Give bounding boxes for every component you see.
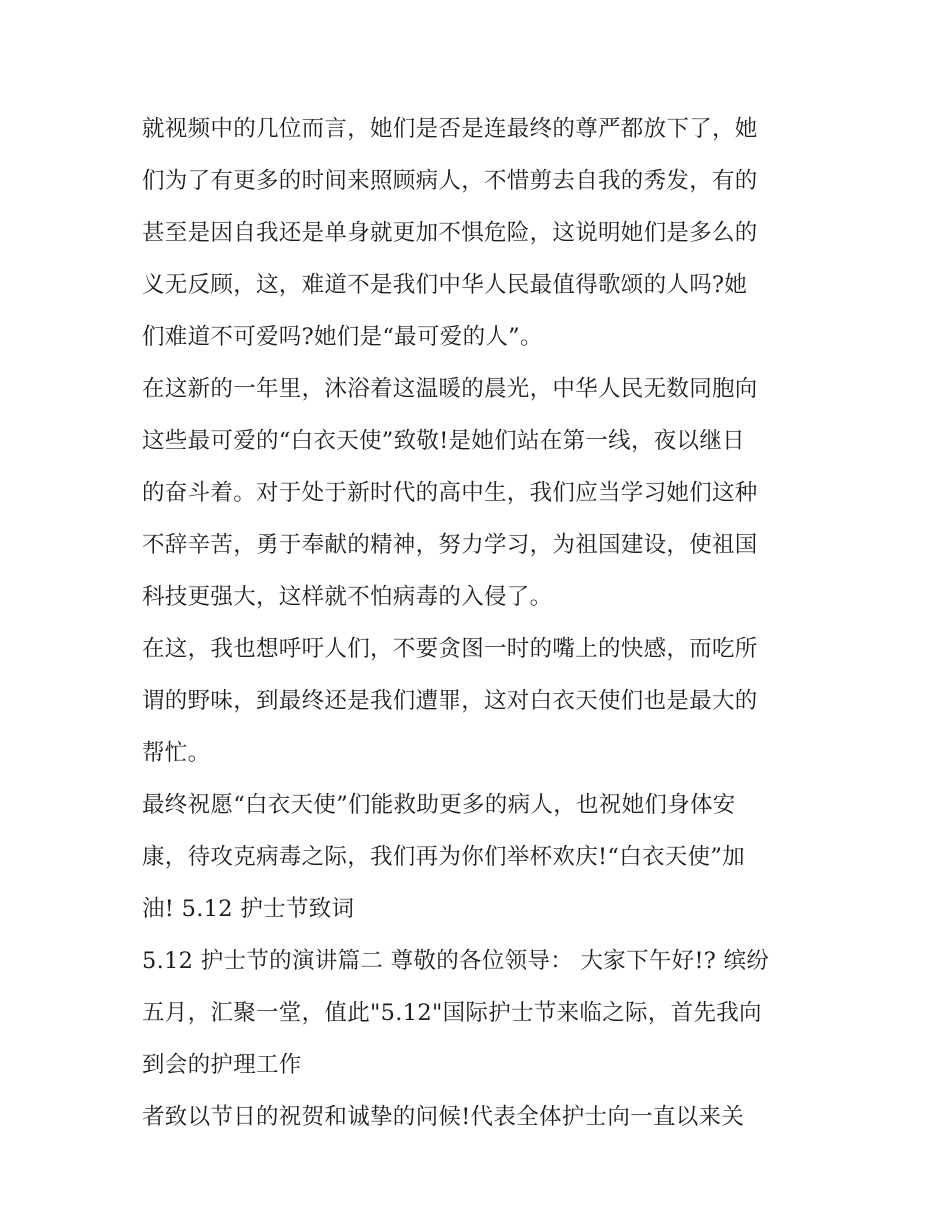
text-line: 不辞辛苦，勇于奉献的精神，努力学习，为祖国建设，使祖国 <box>142 532 758 558</box>
text-line: 在这新的一年里，沐浴着这温暖的晨光，中华人民无数同胞向 <box>142 376 758 402</box>
text-line: 油! 5.12 护士节致词 <box>142 896 355 922</box>
text-line: 康，待攻克病毒之际，我们再为你们举杯欢庆!“白衣天使”加 <box>142 844 745 870</box>
text-line: 五月，汇聚一堂，值此"5.12"国际护士节来临之际，首先我向 <box>142 1000 762 1026</box>
text-line: 在这，我也想呼吁人们，不要贪图一时的嘴上的快感，而吃所 <box>142 636 758 662</box>
text-line: 最终祝愿“白衣天使”们能救助更多的病人，也祝她们身体安 <box>142 792 736 818</box>
text-line: 们难道不可爱吗?她们是“最可爱的人”。 <box>142 324 543 350</box>
text-line: 就视频中的几位而言，她们是否是连最终的尊严都放下了，她 <box>142 116 758 142</box>
document-body <box>142 103 812 1143</box>
text-line: 5.12 护士节的演讲篇二 尊敬的各位领导： 大家下午好!? 缤纷 <box>142 948 770 974</box>
text-line: 甚至是因自我还是单身就更加不惧危险，这说明她们是多么的 <box>142 220 758 246</box>
text-line: 到会的护理工作 <box>142 1052 302 1078</box>
text-line: 科技更强大，这样就不怕病毒的入侵了。 <box>142 584 553 610</box>
text-line: 义无反顾，这，难道不是我们中华人民最值得歌颂的人吗?她 <box>142 272 748 298</box>
text-line: 帮忙。 <box>142 740 211 766</box>
text-line: 们为了有更多的时间来照顾病人，不惜剪去自我的秀发，有的 <box>142 168 758 194</box>
text-line: 者致以节日的祝贺和诚挚的问候!代表全体护士向一直以来关 <box>142 1104 745 1130</box>
text-line: 这些最可爱的“白衣天使”致敬!是她们站在第一线，夜以继日 <box>142 428 745 454</box>
text-line: 的奋斗着。对于处于新时代的高中生，我们应当学习她们这种 <box>142 480 758 506</box>
text-line: 谓的野味，到最终还是我们遭罪，这对白衣天使们也是最大的 <box>142 688 758 714</box>
